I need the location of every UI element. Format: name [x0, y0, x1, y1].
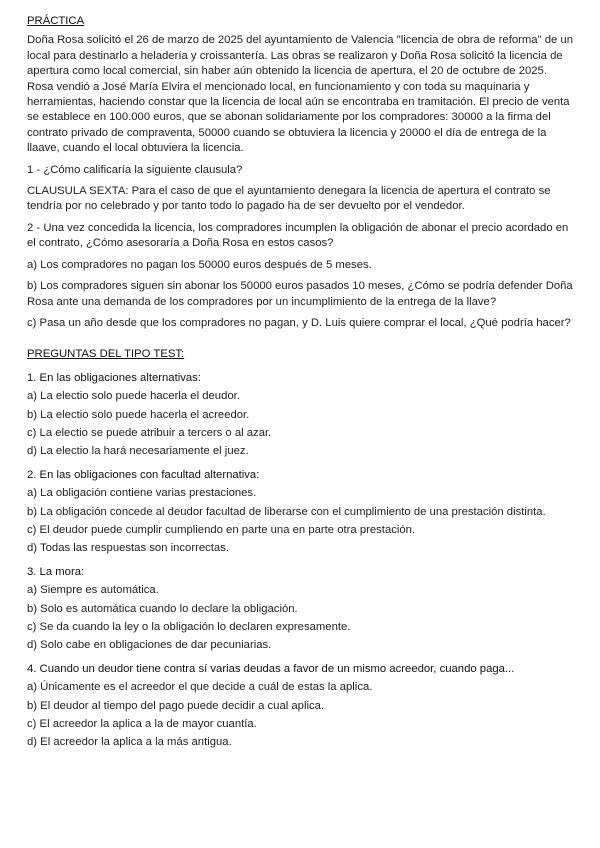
practice-case-c: c) Pasa un año desde que los compradores no pagan, y D. Luis quiere comprar el local, ¿Qué podría hacer?	[27, 316, 571, 329]
test-option: a) La obligación contiene varias prestaciones.	[27, 487, 257, 500]
test-option: a) La electio solo puede hacerla el deudor.	[27, 390, 240, 403]
test-question-block	[27, 468, 575, 557]
test-question-block	[27, 662, 575, 751]
practice-statement-2: Rosa vendió a José María Elvira el mencionado local, en funcionamiento y con toda su maquinaria y herramientas, haciendo constar que la licencia de local aún se encontraba en tramitación. El precio de venta se establece en 100.000 euros, que se abonan solidariamente por los compradores: 30000 a la firma del contrato privado de compraventa, 50000 cuando se obtuviera la licencia y 20000 el día de entrega de la llaave, cuando el local obtuviera la licencia.	[27, 80, 570, 155]
test-title: PREGUNTAS DEL TIPO TEST:	[27, 348, 185, 361]
test-option: c) El deudor puede cumplir cumpliendo en parte una en parte otra prestación.	[27, 523, 416, 536]
practice-case-a: a) Los compradores no pagan los 50000 euros después de 5 meses.	[27, 258, 372, 271]
test-option: b) Solo es automática cuando lo declare la obligación.	[27, 602, 298, 615]
test-option: c) La electio se puede atribuir a tercers o al azar.	[27, 426, 272, 439]
test-question-title: 3. La mora:	[27, 565, 85, 578]
practice-clause: CLAUSULA SEXTA: Para el caso de que el ayuntamiento denegara la licencia de apertura el contrato se tendría por no celebrado y por tanto todo lo pagado ha de ser devuelto por el vendedor.	[27, 185, 551, 213]
practice-title: PRÁCTICA	[27, 15, 85, 27]
test-option: b) El deudor al tiempo del pago puede decidir a cual aplica.	[27, 699, 325, 712]
test-question-title: 1. En las obligaciones alternativas:	[27, 371, 201, 384]
test-question-title: 4. Cuando un deudor tiene contra sí varias deudas a favor de un mismo acreedor, cuando paga...	[27, 662, 515, 675]
test-option: d) Solo cabe en obligaciones de dar pecuniarias.	[27, 639, 272, 652]
document-page	[27, 14, 575, 754]
practice-case-b: b) Los compradores siguen sin abonar los 50000 euros pasados 10 meses, ¿Cómo se podría defender Doña Rosa ante una demanda de los compradores por un incumplimiento de la entrega de la llave?	[27, 280, 573, 308]
test-option: b) La electio solo puede hacerla el acreedor.	[27, 408, 250, 421]
test-option: c) Se da cuando la ley o la obligación lo declaren expresamente.	[27, 621, 351, 633]
practice-statement-1: Doña Rosa solicitó el 26 de marzo de 2025 del ayuntamiento de Valencia "licencia de obra de reforma" de un local para destinarlo a heladería y croissantería. Las obras se realizaron y Doña Rosa solicitó la licencia de apertura como local comercial, sin haber aún obtenido la licencia de apertura, el 20 de octubre de 2025.	[27, 34, 574, 78]
test-option: d) El acreedor la aplica a la más antigua.	[27, 736, 232, 749]
test-option: c) El acreedor la aplica a la de mayor cuantía.	[27, 718, 257, 731]
test-option: d) La electio la hará necesariamente el juez.	[27, 445, 249, 458]
practice-question-2: 2 - Una vez concedida la licencia, los compradores incumplen la obligación de abonar el precio acordado en el contrato, ¿Cómo asesoraría a Doña Rosa en estos casos?	[27, 221, 569, 250]
test-question-block	[27, 565, 575, 654]
practice-question-1: 1 - ¿Cómo calificaría la siguiente clausula?	[27, 163, 243, 176]
test-question-title: 2. En las obligaciones con facultad alternativa:	[27, 468, 260, 481]
test-option: a) Siempre es automática.	[27, 584, 159, 597]
test-option: b) La obligación concede al deudor facultad de liberarse con el cumplimiento de una prestación distinta.	[27, 505, 546, 518]
test-question-block	[27, 371, 575, 460]
test-option: a) Únicamente es el acreedor el que decide a cuál de estas la aplica.	[27, 681, 373, 694]
test-option: d) Todas las respuestas son incorrectas.	[27, 542, 229, 555]
